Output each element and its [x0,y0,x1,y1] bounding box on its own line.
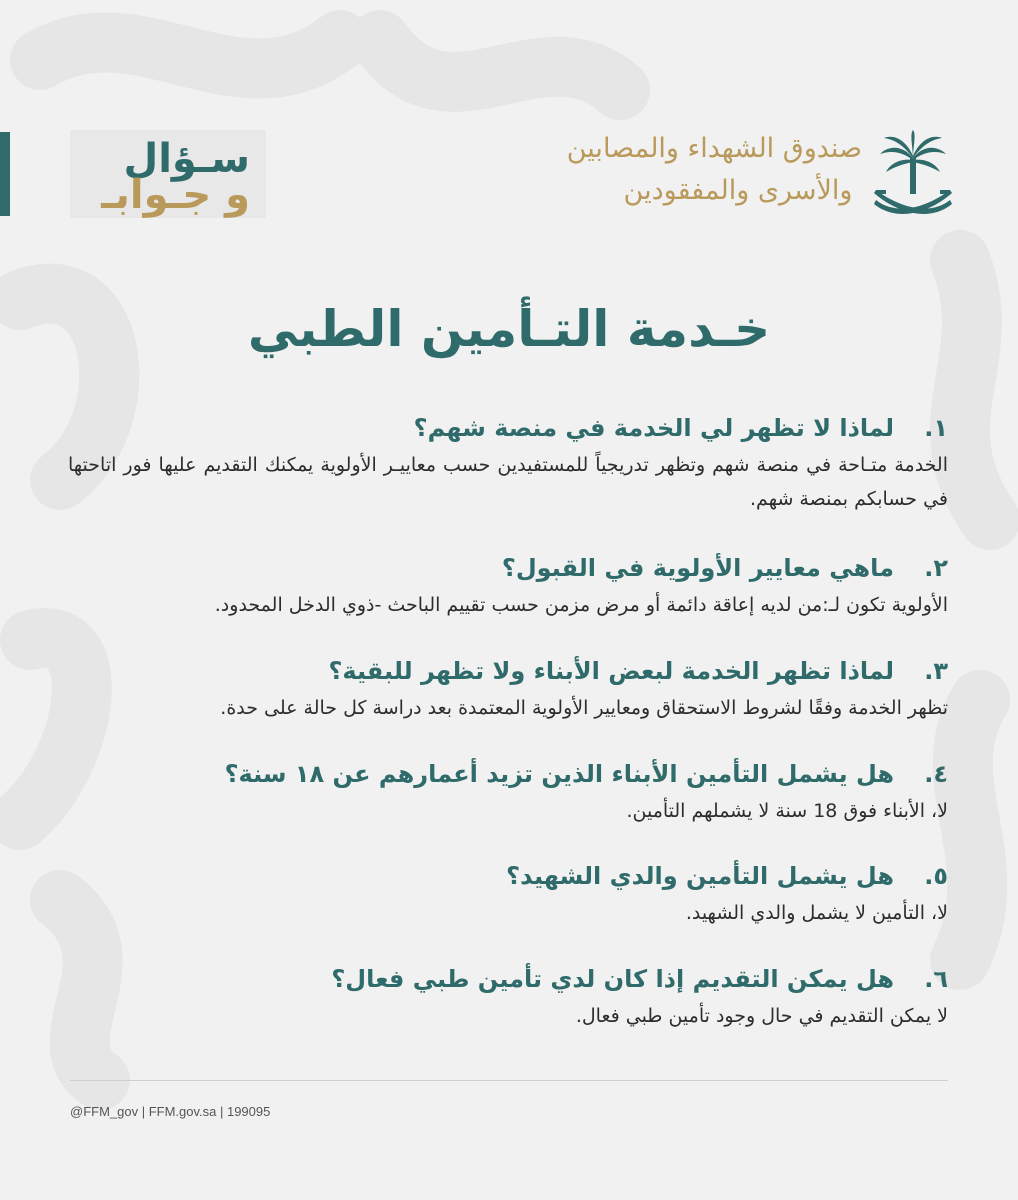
faq-answer: الخدمة متـاحة في منصة شهم وتظهر تدريجياً للمستفيدين حسب معاييـر الأولوية يمكنك التقديم عليها فور اتاحتها في حسابكم بمنصة شهم. [68,454,948,510]
faq-question-text: لماذا لا تظهر لي الخدمة في منصة شهم؟ [413,414,894,442]
qa-label-box [70,130,266,218]
accent-bar [0,132,10,216]
faq-question [68,754,948,794]
faq-item [68,959,948,1033]
faq-number: ٤. [924,760,948,788]
faq-question [68,856,948,896]
faq-number: ٢. [924,554,948,582]
faq-number: ٣. [924,657,948,685]
faq-item [68,548,948,622]
faq-question-text: هل يمكن التقديم إذا كان لدي تأمين طبي فعال؟ [331,965,894,993]
faq-number: ٥. [924,862,948,890]
page-title: خـدمة التـأمين الطبي [247,300,771,358]
faq-question [68,959,948,999]
faq-answer: لا يمكن التقديم في حال وجود تأمين طبي فعال. [575,1005,948,1027]
faq-question [68,548,948,588]
logo-text-line1: صندوق الشهداء والمصابين [566,133,862,164]
faq-number: ١. [924,414,948,442]
palm-swords-emblem-icon [872,130,954,222]
faq-question [68,651,948,691]
qa-label-question: سـؤال [123,136,250,182]
faq-question-text: لماذا تظهر الخدمة لبعض الأبناء ولا تظهر للبقية؟ [328,657,894,685]
qa-label-answer: و جـوابـ [101,172,250,218]
faq-item [68,651,948,725]
faq-number: ٦. [924,965,948,993]
faq-question-text: هل يشمل التأمين والدي الشهيد؟ [506,862,894,890]
faq-question [68,408,948,448]
faq-item [68,408,948,516]
faq-answer: الأولوية تكون لـ:من لديه إعاقة دائمة أو مرض مزمن حسب تقييم الباحث -ذوي الدخل المحدود. [214,594,948,616]
organization-logo [566,122,954,222]
faq-item [68,856,948,930]
footer-contact: @FFM_gov | FFM.gov.sa | 199095 [70,1104,271,1119]
faq-answer: لا، الأبناء فوق 18 سنة لا يشملهم التأمين. [626,800,948,822]
faq-question-text: هل يشمل التأمين الأبناء الذين تزيد أعمارهم عن ١٨ سنة؟ [224,760,894,788]
footer-divider [70,1080,948,1081]
faq-answer: تظهر الخدمة وفقًا لشروط الاستحقاق ومعايير الأولوية المعتمدة بعد دراسة كل حالة على حدة. [220,697,948,719]
logo-wordmark [566,128,862,212]
faq-answer: لا، التأمين لا يشمل والدي الشهيد. [685,902,948,924]
faq-question-text: ماهي معايير الأولوية في القبول؟ [501,554,894,582]
faq-item [68,754,948,828]
logo-text-line2: والأسرى والمفقودين [623,175,853,206]
